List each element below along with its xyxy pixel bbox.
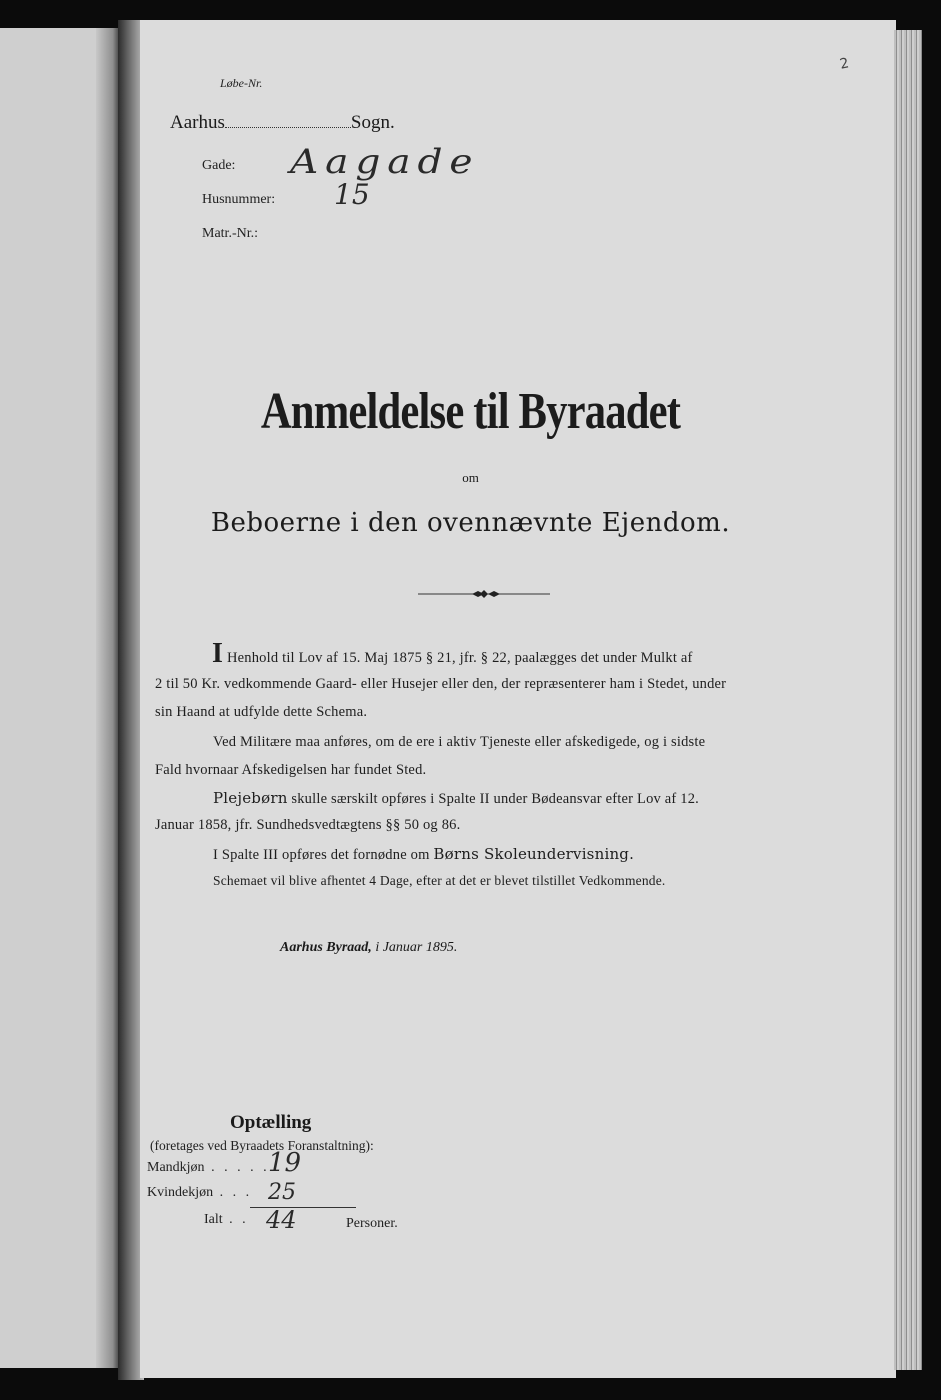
paragraph-2-line-1: Ved Militære maa anføres, om de ere i aktiv Tjeneste eller afskedigede, og i sidste	[213, 734, 706, 750]
signature	[280, 940, 457, 956]
ornament-divider	[418, 588, 550, 600]
signature-date: i Januar 1895.	[375, 940, 458, 955]
paragraph-1-line-3: sin Haand at udfylde dette Schema.	[155, 704, 368, 720]
sogn-label: Sogn.	[350, 112, 395, 133]
matr-label: Matr.-Nr.:	[202, 226, 258, 241]
husnummer-label: Husnummer:	[202, 192, 276, 207]
page-edges	[894, 30, 922, 1370]
lobe-nr-label: Løbe-Nr.	[220, 76, 263, 90]
personer-label: Personer.	[346, 1216, 398, 1231]
om-text: om	[462, 470, 479, 485]
gade-label: Gade:	[202, 158, 236, 173]
ialt-row: Ialt . .	[204, 1212, 249, 1227]
kvindekjon-row: Kvindekjøn . . .	[147, 1185, 253, 1200]
mandkjon-row: Mandkjøn . . . . .	[147, 1160, 270, 1175]
optaelling-title: Optælling	[230, 1112, 312, 1133]
city-label: Aarhus	[170, 112, 225, 133]
parish-dotted-line	[225, 127, 351, 128]
paragraph-5: Schemaet vil blive afhentet 4 Dage, efter at det er blevet tilstillet Vedkommende.	[213, 873, 666, 888]
paragraph-4	[213, 845, 634, 864]
paragraph-1-text: Henhold til Lov af 15. Maj 1875 § 21, jfr. § 22, paalægges det under Mulkt af	[226, 650, 693, 666]
paragraph-1-line-2: 2 til 50 Kr. vedkommende Gaard- eller Husejer eller den, der repræsenterer ham i Stedet, under	[155, 676, 727, 692]
ialt-label: Ialt	[204, 1212, 223, 1227]
paragraph-3-text: skulle særskilt opføres i Spalte II under Bødeansvar efter Lov af 12.	[291, 791, 700, 807]
mandkjon-label: Mandkjøn	[147, 1160, 205, 1175]
optaelling-subtitle: (foretages ved Byraadets Foranstaltning):	[150, 1138, 374, 1153]
paragraph-1-line-1	[212, 638, 693, 670]
paragraph-2-line-2: Fald hvornaar Afskedigelsen har fundet Sted.	[155, 762, 427, 778]
ialt-value: 44	[266, 1206, 297, 1234]
kvindekjon-label: Kvindekjøn	[147, 1185, 214, 1200]
signature-name: Aarhus Byraad,	[280, 940, 372, 955]
document-title: Anmeldelse til Byraadet	[260, 383, 681, 440]
left-page-shadow	[96, 28, 120, 1368]
husnummer-value: 15	[334, 178, 370, 211]
gade-value: Aagade	[290, 142, 480, 182]
page-number-mark: 2	[838, 55, 851, 73]
document-subtitle: Beboerne i den ovennævnte Ejendom.	[210, 508, 731, 538]
mandkjon-value: 19	[268, 1148, 302, 1178]
kvindekjon-value: 25	[268, 1180, 296, 1205]
paragraph-3-line-2: Januar 1858, jfr. Sundhedsvedtægtens §§ 50 og 86.	[155, 817, 461, 833]
parish-line	[170, 112, 395, 134]
plejeborn-emphasis: Plejebørn	[213, 789, 288, 807]
paragraph-4-text: I Spalte III opføres det fornødne om	[213, 847, 430, 863]
skoleundervisning-emphasis: Børns Skoleundervisning.	[433, 845, 635, 863]
paragraph-3-line-1	[213, 789, 699, 808]
drop-cap: I	[212, 638, 224, 669]
